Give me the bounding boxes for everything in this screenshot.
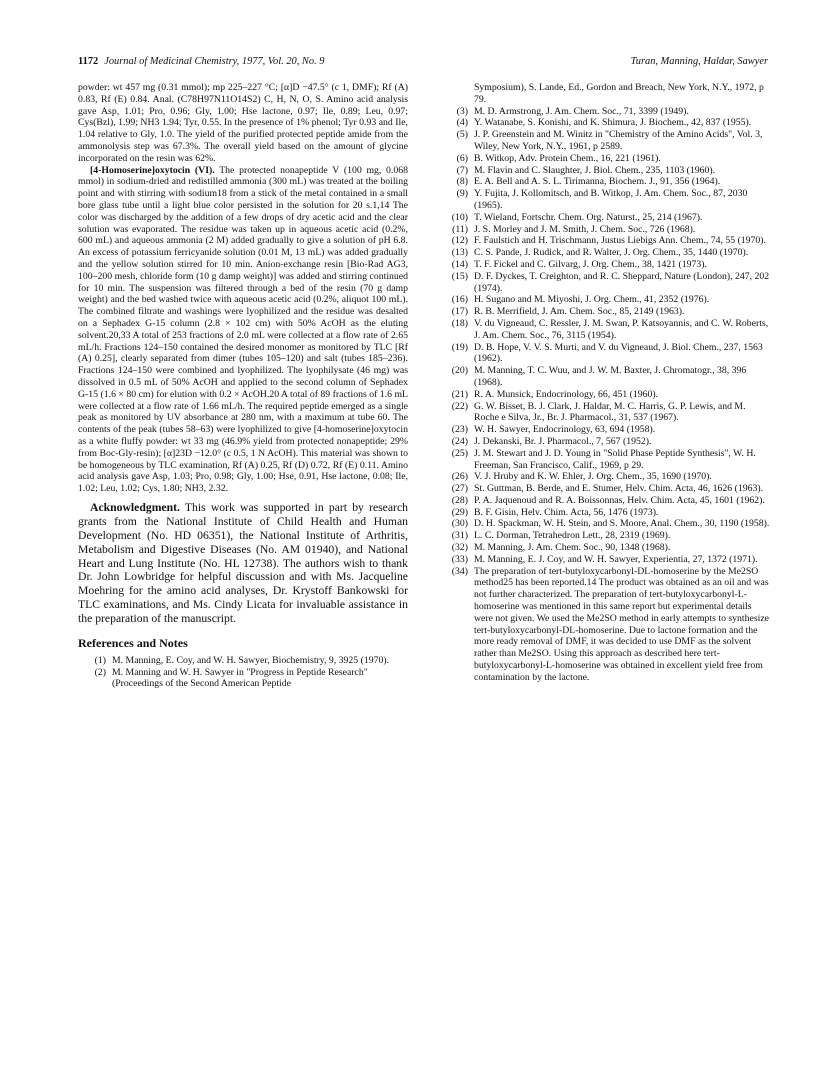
reference-item (438, 401, 770, 425)
reference-text: T. Wieland, Fortschr. Chem. Org. Naturst., 25, 214 (1967). (474, 211, 703, 223)
reference-text: Symposium), S. Lande, Ed., Gordon and Breach, New York, N.Y., 1972, p 79. (474, 82, 764, 105)
reference-item (438, 448, 770, 472)
page-number: 1172 (78, 56, 99, 67)
reference-text: Y. Fujita, J. Kollomitsch, and B. Witkop, J. Am. Chem. Soc., 87, 2030 (1965). (474, 188, 748, 211)
reference-number: (32) (451, 542, 468, 554)
reference-number: (28) (451, 494, 468, 506)
reference-number: (29) (451, 506, 468, 518)
reference-item (438, 365, 770, 389)
reference-number: (5) (456, 129, 468, 141)
reference-number: (4) (456, 117, 468, 129)
reference-item (438, 471, 770, 483)
reference-number: (25) (451, 447, 468, 459)
reference-number: (27) (451, 483, 468, 495)
reference-text: L. C. Dorman, Tetrahedron Lett., 28, 2319 (1969). (474, 530, 671, 542)
reference-text: H. Sugano and M. Miyoshi, J. Org. Chem., 41, 2352 (1976). (474, 294, 710, 306)
reference-text: M. Manning, J. Am. Chem. Soc., 90, 1348 (1968). (474, 542, 671, 554)
reference-item (438, 82, 770, 106)
reference-item (438, 271, 770, 295)
reference-item (438, 188, 770, 212)
reference-text: V. du Vigneaud, C. Ressler, J. M. Swan, P. Katsoyannis, and C. W. Roberts, J. Am. Chem. Soc., 76, 3115 (1954). (474, 317, 769, 341)
reference-text: W. H. Sawyer, Endocrinology, 63, 694 (1958). (474, 424, 656, 436)
reference-text: E. A. Bell and A. S. L. Tirimanna, Biochem. J., 91, 356 (1964). (474, 176, 721, 188)
reference-item (438, 129, 770, 153)
acknowledgment-text: This work was supported in part by research grants from the National Institute of Child Health and Human Development (No. HD 06351), the National Institute of Arthritis, Metabolism and Digestive Diseases (No. AM 01940), and National Heart and Lung Institute (No. HL 12738). The authors wish to thank Dr. John Lowbridge for helpful discussion and with Ms. Jacqueline Moehring for the amino acid analyses, Dr. Krystoff Bankowski for TLC examinations, and Ms. Cindy Licata for invaluable assistance in the preparation of the manuscript. (78, 500, 408, 626)
reference-number: (22) (451, 400, 468, 412)
reference-text: J. P. Greenstein and M. Winitz in "Chemistry of the Amino Acids", Vol. 3, Wiley, New York, N.Y., 1961, p 2589. (474, 129, 763, 152)
reference-item (438, 117, 770, 129)
reference-text: D. H. Spackman, W. H. Stein, and S. Moore, Anal. Chem., 30, 1190 (1958). (474, 518, 770, 530)
right-column (438, 82, 770, 684)
reference-number: (23) (451, 424, 468, 436)
reference-item (438, 342, 770, 366)
left-column (78, 82, 408, 690)
reference-item (438, 247, 770, 259)
compound-text: The protected nonapeptide V (100 mg, 0.068 mmol) in sodium-dried and redistilled ammonia (300 mL) was treated at the boiling point and with stirring with sodium18 from a stick of the metal contained in a small bore glass tube until a light blue color persisted in the solution for 20 s.1,14 The color was discharged by the addition of a few drops of dry acetic acid and the clear solution was evaporated. The residue was taken up in aqueous acetic acid (0.2%, 600 mL) and aqueous ammonia (2 M) added gradually to give a solution of pH 6.8. An excess of potassium ferricyanide solution (0.01 M, 13 mL) was added gradually and the yellow solution stirred for 10 min. Anion-exchange resin [Bio-Rad AG3, 100–200 mesh, chloride form (10 g damp weight)] was added and stirring continued for 10 min. The suspension was filtered through a bed of the resin (70 g damp weight) and the bed washed twice with aqueous acetic acid (0.2%, aliquot 100 mL). The combined filtrate and washings were lyophilized and the residue was desalted on a Sephadex G-15 column (2.8 × 102 cm) with 50% AcOH as the eluting solvent.20,33 A total of 253 fractions of 2.0 mL were collected at a flow rate of 2.65 mL/h. Fractions 124–150 contained the desired monomer as monitored by TLC [Rf (A) 0.25], clearly separated from dimer (tubes 105–120) and salt (tubes 185–236). Fractions 124–150 were combined and lyophilized. The lyophilysate (46 mg) was dissolved in 0.5 mL of 50% AcOH and applied to the second column of Sephadex G-15 (1.6 × 80 cm) for elution with 0.2 × AcOH.20 A total of 89 fractions of 1.6 mL were collected at a flow rate of 1.66 mL/h. The required peptide emerged as a single peak as monitored by UV absorbance at 280 nm, with a maximum at tube 60. The contents of the peak (tubes 58–63) were lyophilized to give [4-homoserine]oxytocin as a white fluffy powder: wt 33 mg (46.9% yield from protected nonapeptide; 29% from Boc-Gly-resin); [α]23D −12.0° (c 0.5, 1 N AcOH). This material was shown to be homogeneous by TLC examination, Rf (A) 0.25, Rf (D) 0.72, Rf (E) 0.11. Amino acid analysis gave Asp, 1.03; Pro, 0.98; Gly, 1.00; Hse, 0.91, Hse lactone, 0.08; Ile, 1.02; Leu, 1.02; Cys, 1.80; NH3, 2.32. (78, 164, 408, 495)
reference-number: (17) (451, 306, 468, 318)
reference-text: R. B. Merrifield, J. Am. Chem. Soc., 85, 2149 (1963). (474, 306, 685, 318)
reference-text: M. Manning, T. C. Wuu, and J. W. M. Baxter, J. Chromatogr., 38, 396 (1968). (474, 365, 747, 388)
reference-text: B. F. Gisin, Helv. Chim. Acta, 56, 1476 (1973). (474, 506, 659, 518)
reference-number: (20) (451, 365, 468, 377)
reference-text: M. Manning, E. Coy, and W. H. Sawyer, Biochemistry, 9, 3925 (1970). (112, 654, 390, 666)
reference-text: B. Witkop, Adv. Protein Chem., 16, 221 (1961). (474, 152, 661, 164)
reference-text: M. Manning, E. J. Coy, and W. H. Sawyer, Experientia, 27, 1372 (1971). (474, 553, 758, 565)
reference-item (438, 318, 770, 342)
reference-number: (13) (451, 247, 468, 259)
reference-number: (11) (452, 223, 468, 235)
reference-number: (21) (451, 388, 468, 400)
reference-text: F. Faulstich and H. Trischmann, Justus Liebigs Ann. Chem., 74, 55 (1970). (474, 235, 766, 247)
running-authors: Turan, Manning, Haldar, Sawyer (630, 56, 768, 67)
reference-item (438, 507, 770, 519)
reference-number: (2) (94, 666, 106, 678)
compound-heading: [4-Homoserine]oxytocin (VI). (90, 164, 215, 176)
reference-number: (14) (451, 258, 468, 270)
reference-item (438, 306, 770, 318)
reference-number: (26) (451, 471, 468, 483)
reference-text: P. A. Jaquenoud and R. A. Boissonnas, Helv. Chim. Acta, 45, 1601 (1962). (474, 494, 765, 506)
reference-number: (16) (451, 294, 468, 306)
acknowledgment-paragraph (78, 501, 408, 626)
reference-item (438, 495, 770, 507)
references-heading: References and Notes (78, 636, 188, 651)
journal-citation: Journal of Medicinal Chemistry, 1977, Vol. 20, No. 9 (104, 56, 325, 67)
reference-number: (19) (451, 341, 468, 353)
reference-item (438, 530, 770, 542)
reference-text: V. J. Hruby and K. W. Ehler, J. Org. Chem., 35, 1690 (1970). (474, 471, 712, 483)
reference-text: J. M. Stewart and J. D. Young in "Solid Phase Peptide Synthesis", W. H. Freeman, San Francisco, Calif., 1969, p 29. (474, 447, 756, 471)
references-list-left (78, 655, 408, 690)
reference-number: (6) (456, 152, 468, 164)
reference-number: (15) (451, 270, 468, 282)
reference-item (438, 212, 770, 224)
acknowledgment-heading: Acknowledgment. (90, 500, 180, 514)
reference-number: (8) (456, 176, 468, 188)
reference-item (438, 235, 770, 247)
reference-item (438, 259, 770, 271)
experimental-paragraph: powder: wt 457 mg (0.31 mmol); mp 225–227 °C; [α]D −47.5° (c 1, DMF); Rf (A) 0.83, Rf (E) 0.84. Anal. (C78H97N11O14S2) C, H, N, O, S. Amino acid analysis gave Asp, 1.01; Pro, 0.96; Gly, 1.00; Hse lactone, 0.97; Ile, 0.89; Leu, 0.97; Cys(Bzl), 1.99; NH3 1.94; Tyr, 0.55. In the presence of 1% phenol; Tyr 0.93 and Ile, 1.04 relative to Gly, 1.0. The yield of the purified protected peptide amide from the ammonolysis step was 67.3%. The overall yield based on the amount of glycine incorporated on the resin was 62%. (78, 82, 408, 164)
reference-number: (1) (94, 654, 106, 666)
reference-text: St. Guttman, B. Berde, and E. Stumer, Helv. Chim. Acta, 46, 1626 (1963). (474, 483, 764, 495)
reference-item (438, 153, 770, 165)
reference-text: C. S. Pande, J. Rudick, and R. Walter, J. Org. Chem., 35, 1440 (1970). (474, 247, 749, 259)
reference-number: (9) (456, 188, 468, 200)
reference-number: (10) (451, 211, 468, 223)
reference-item (438, 542, 770, 554)
reference-item (438, 436, 770, 448)
reference-item (78, 667, 408, 691)
reference-number: (33) (451, 553, 468, 565)
reference-text: M. Manning and W. H. Sawyer in "Progress in Peptide Research" (Proceedings of the Second American Peptide (112, 666, 368, 690)
reference-text: T. F. Fickel and C. Gilvarg, J. Org. Chem., 38, 1421 (1973). (474, 258, 707, 270)
reference-number: (7) (456, 164, 468, 176)
reference-text: G. W. Bisset, B. J. Clark, J. Haldar, M. C. Harris, G. P. Lewis, and M. Roche e Silva, Jr., Br. J. Pharmacol., 31, 537 (1967). (474, 400, 746, 424)
page-header (78, 55, 768, 69)
reference-number: (12) (451, 235, 468, 247)
reference-number: (24) (451, 435, 468, 447)
reference-number: (31) (451, 530, 468, 542)
references-list-right (438, 82, 770, 684)
reference-item (438, 566, 770, 684)
reference-item (438, 224, 770, 236)
reference-text: The preparation of tert-butyloxycarbonyl-DL-homoserine by the Me2SO method25 has been reported.14 The product was obtained as an oil and was not further characterized. The preparation of tert-butyloxycarbonyl-L-homoserine was mentioned in this same report but experimental details were not given. We used the Me2SO method in early attempts to synthesize tert-butyloxycarbonyl-DL-homoserine. Due to lactone formation and the more ready removal of DMF, it was decided to use DMF as the solvent rather than Me2SO. Using this approach as described here tert-butyloxycarbonyl-L-homoserine was obtained in excellent yield free from contamination by the lactone. (474, 565, 769, 683)
reference-text: R. A. Munsick, Endocrinology, 66, 451 (1960). (474, 388, 659, 400)
reference-item (78, 655, 408, 667)
reference-text: D. F. Dyckes, T. Creighton, and R. C. Sheppard, Nature (London), 247, 202 (1974). (474, 270, 770, 294)
reference-number: (34) (451, 565, 468, 577)
reference-number: (3) (456, 105, 468, 117)
reference-item (438, 424, 770, 436)
reference-text: D. B. Hope, V. V. S. Murti, and V. du Vigneaud, J. Biol. Chem., 237, 1563 (1962). (474, 341, 763, 365)
reference-text: J. S. Morley and J. M. Smith, J. Chem. Soc., 726 (1968). (474, 223, 696, 235)
reference-item (438, 176, 770, 188)
reference-text: J. Dekanski, Br. J. Pharmacol., 7, 567 (1952). (474, 435, 652, 447)
reference-item (438, 389, 770, 401)
reference-text: M. D. Armstrong, J. Am. Chem. Soc., 71, 3399 (1949). (474, 105, 689, 117)
reference-text: M. Flavin and C. Slaughter, J. Biol. Chem., 235, 1103 (1960). (474, 164, 716, 176)
reference-item (438, 518, 770, 530)
reference-item (438, 106, 770, 118)
reference-number: (18) (451, 317, 468, 329)
reference-text: Y. Watanabe, S. Konishi, and K. Shimura, J. Biochem., 42, 837 (1955). (474, 117, 752, 129)
reference-item (438, 554, 770, 566)
reference-item (438, 483, 770, 495)
reference-item (438, 165, 770, 177)
compound-paragraph (78, 165, 408, 495)
reference-number: (30) (451, 518, 468, 530)
reference-item (438, 294, 770, 306)
